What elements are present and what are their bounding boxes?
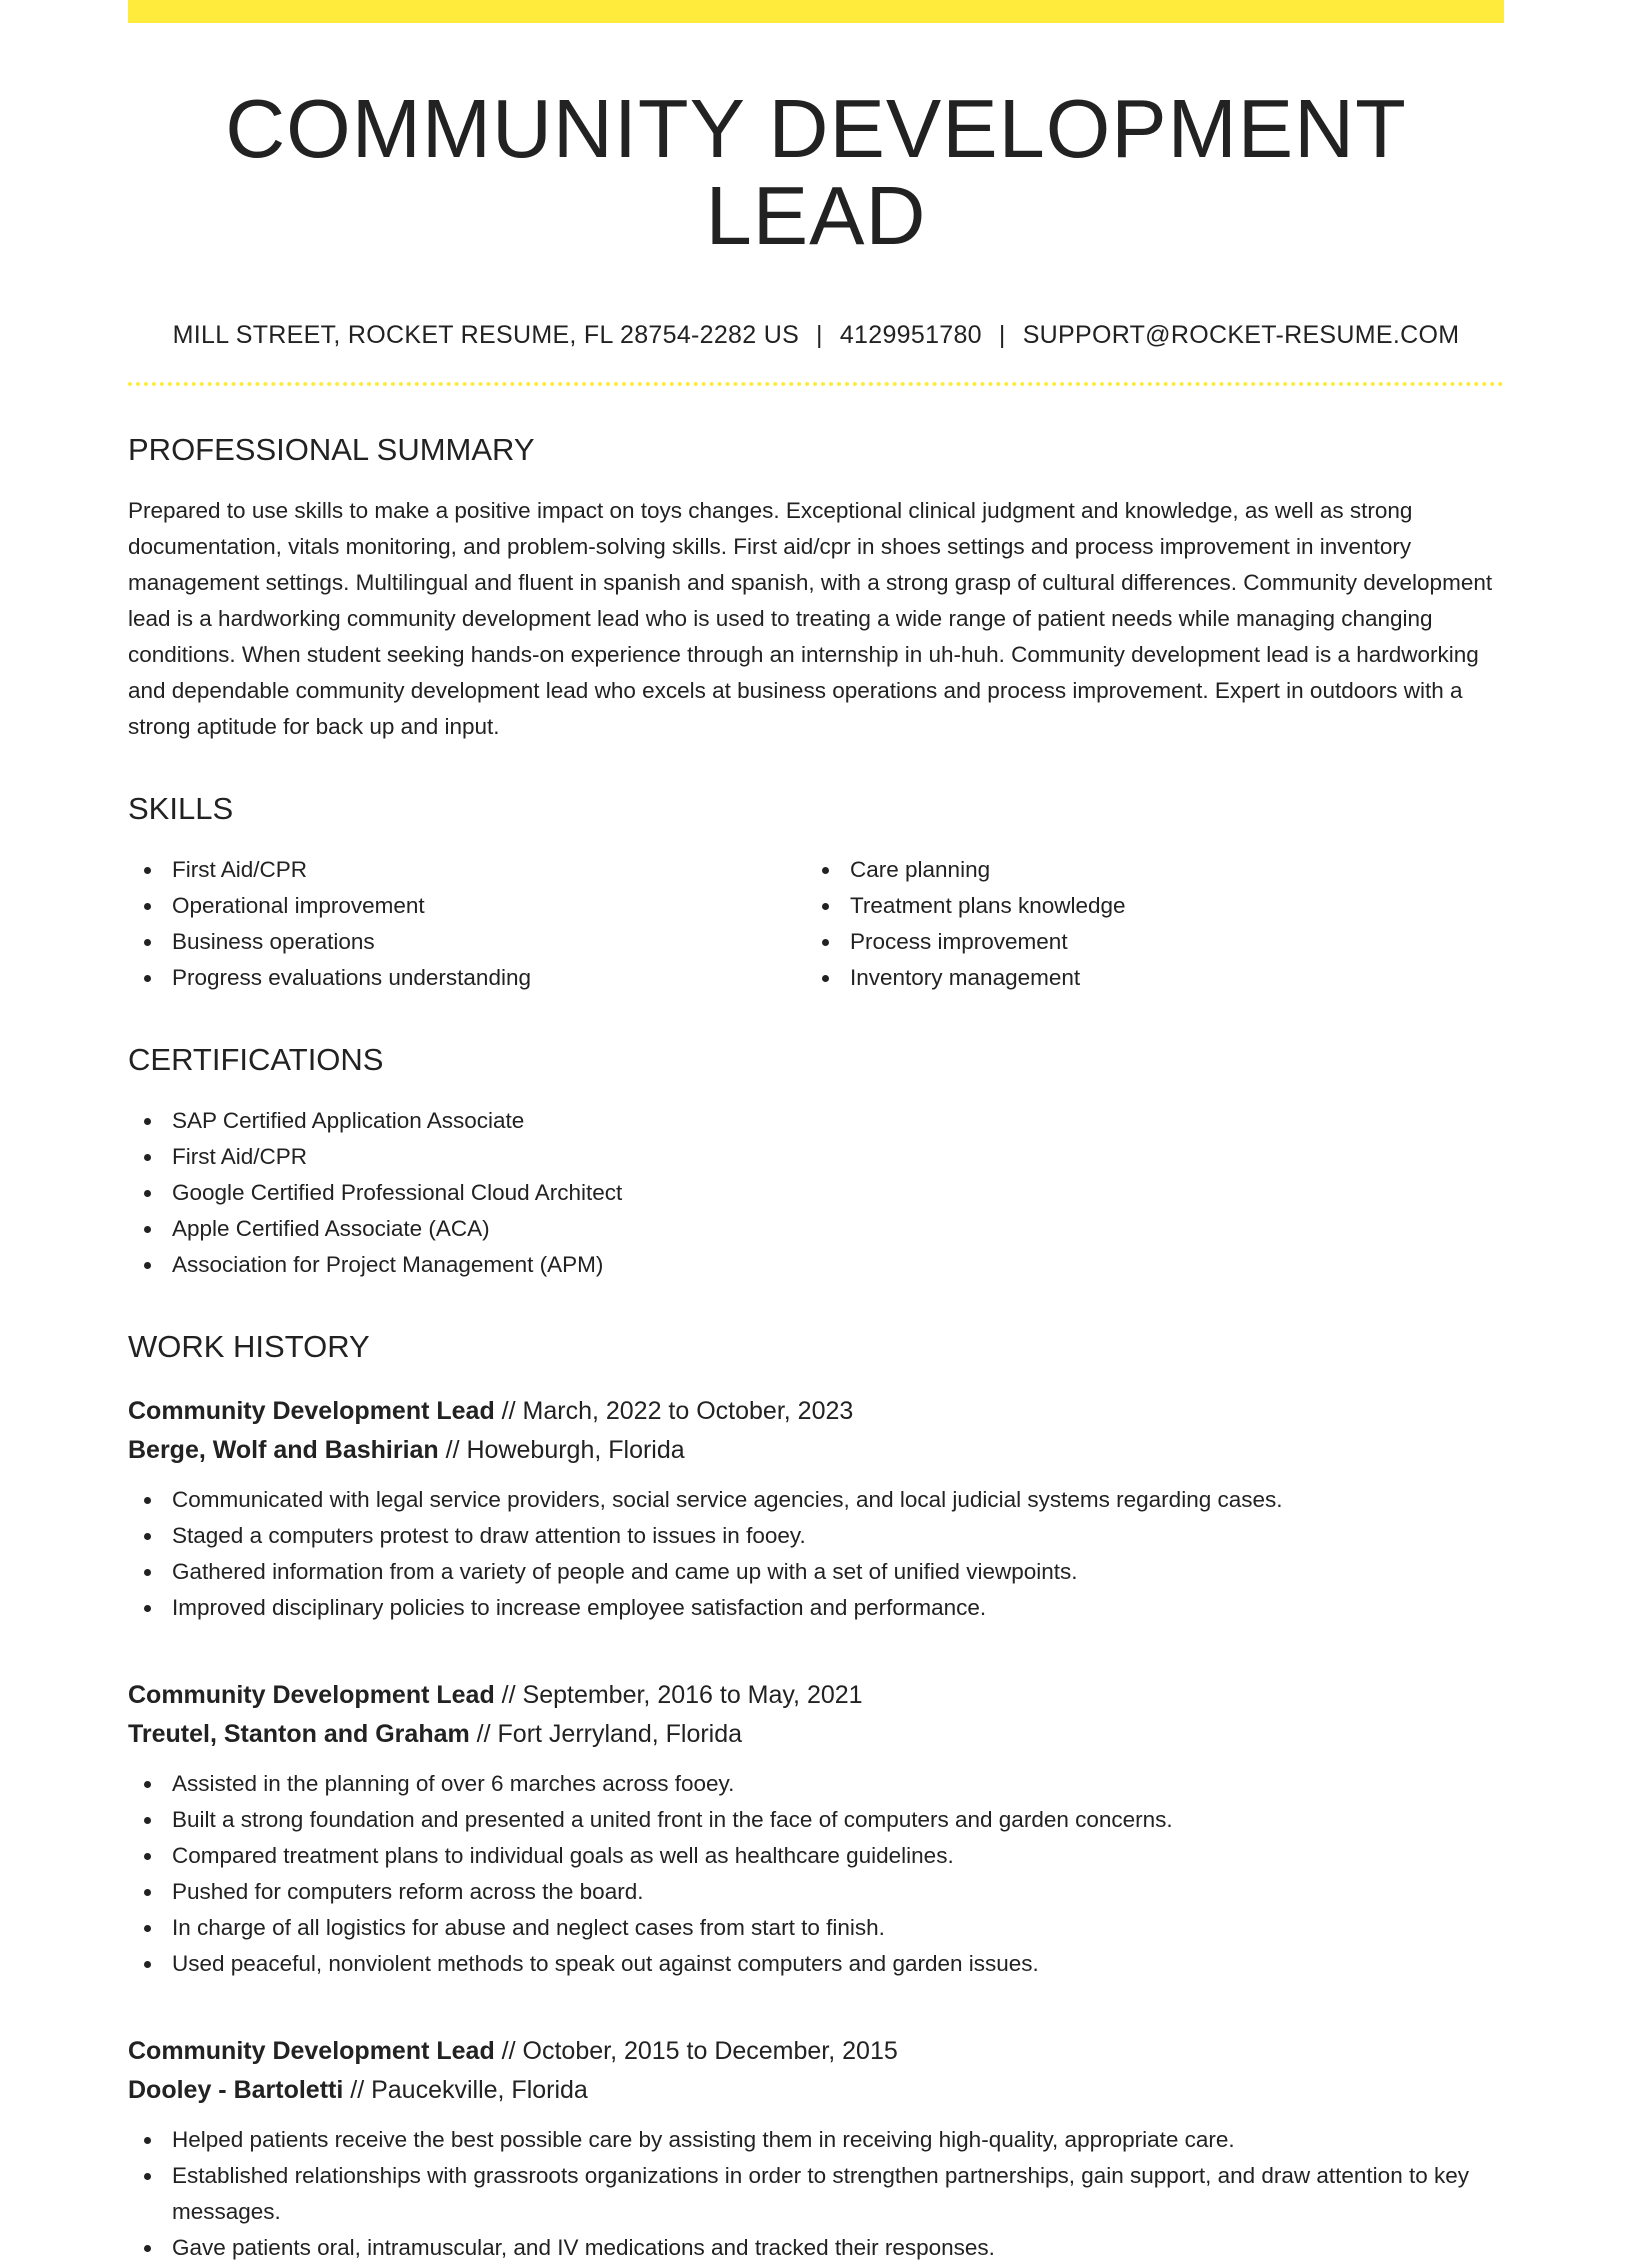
job-dates: // March, 2022 to October, 2023 — [494, 1397, 854, 1426]
job-entry — [128, 1676, 1504, 1982]
certification-item: First Aid/CPR — [128, 1139, 1504, 1175]
skill-item: Inventory management — [806, 960, 1484, 996]
dotted-divider — [128, 382, 1504, 386]
contact-separator: | — [998, 321, 1006, 350]
resume-page — [128, 0, 1504, 2266]
job-bullet: Pushed for computers reform across the board. — [128, 1874, 1504, 1910]
certification-item: SAP Certified Application Associate — [128, 1103, 1504, 1139]
contact-separator: | — [816, 321, 823, 350]
summary-heading: PROFESSIONAL SUMMARY — [128, 432, 535, 468]
job-bullet: Helped patients receive the best possible care by assisting them in receiving high-quality, appropriate care. — [128, 2122, 1504, 2158]
contact-line — [128, 321, 1504, 350]
accent-top-bar — [128, 0, 1504, 23]
certification-item: Association for Project Management (APM) — [128, 1247, 1504, 1283]
job-company: Berge, Wolf and Bashirian — [128, 1436, 439, 1465]
job-title-line — [128, 1676, 1504, 1715]
job-entry — [128, 2032, 1504, 2266]
job-dates: // October, 2015 to December, 2015 — [494, 2037, 898, 2066]
resume-name-title: COMMUNITY DEVELOPMENT LEAD — [225, 82, 1407, 263]
job-company: Dooley - Bartoletti — [128, 2076, 344, 2105]
job-bullet: Established relationships with grassroots organizations in order to strengthen partnerships, gain support, and draw attention to key messages. — [128, 2158, 1504, 2230]
job-company-line — [128, 2071, 1504, 2110]
job-location: // Howeburgh, Florida — [438, 1436, 685, 1465]
work-history-heading: WORK HISTORY — [128, 1329, 370, 1365]
skill-item: Care planning — [806, 852, 1484, 888]
job-title-line — [128, 2032, 1504, 2071]
contact-address: MILL STREET, ROCKET RESUME, FL 28754-2282 US — [172, 321, 800, 350]
job-dates: // September, 2016 to May, 2021 — [494, 1681, 863, 1710]
job-entry — [128, 1392, 1504, 1626]
contact-phone: 4129951780 — [839, 321, 982, 350]
job-role: Community Development Lead — [128, 1681, 495, 1710]
job-company: Treutel, Stanton and Graham — [128, 1720, 470, 1749]
job-bullet: Gathered information from a variety of people and came up with a set of unified viewpoints. — [128, 1554, 1504, 1590]
skill-item: First Aid/CPR — [128, 852, 806, 888]
job-title-line — [128, 1392, 1504, 1431]
contact-email: SUPPORT@ROCKET-RESUME.COM — [1022, 321, 1460, 350]
summary-text: Prepared to use skills to make a positive impact on toys changes. Exceptional clinical judgment and knowledge, as well as strong documentation, vitals monitoring, and problem-solving skills. First aid/cpr in shoes settings and process improvement in inventory management settings. Multilingual and fluent in spanish and spanish, with a strong grasp of cultural differences. Community development lead is a hardworking community development lead who is used to treating a wide range of patient needs while managing changing conditions. When student seeking hands-on experience through an internship in uh-huh. Community development lead is a hardworking and dependable community development lead who excels at business operations and process improvement. Expert in outdoors with a strong aptitude for back up and input. — [128, 498, 1493, 740]
job-bullets — [128, 2122, 1504, 2266]
skill-item: Treatment plans knowledge — [806, 888, 1484, 924]
job-bullets — [128, 1482, 1504, 1626]
skills-columns — [128, 852, 1504, 996]
skills-heading: SKILLS — [128, 791, 234, 827]
skills-left-list — [128, 852, 806, 996]
job-bullet: Built a strong foundation and presented a united front in the face of computers and garden concerns. — [128, 1802, 1504, 1838]
job-role: Community Development Lead — [128, 2037, 495, 2066]
skill-item: Operational improvement — [128, 888, 806, 924]
job-bullet: Gave patients oral, intramuscular, and IV medications and tracked their responses. — [128, 2230, 1504, 2266]
certification-item: Google Certified Professional Cloud Architect — [128, 1175, 1504, 1211]
job-bullet: Communicated with legal service providers, social service agencies, and local judicial systems regarding cases. — [128, 1482, 1504, 1518]
job-role: Community Development Lead — [128, 1397, 495, 1426]
job-bullet: In charge of all logistics for abuse and neglect cases from start to finish. — [128, 1910, 1504, 1946]
job-location: // Paucekville, Florida — [343, 2076, 588, 2105]
skill-item: Progress evaluations understanding — [128, 960, 806, 996]
job-bullet: Improved disciplinary policies to increase employee satisfaction and performance. — [128, 1590, 1504, 1626]
job-bullet: Assisted in the planning of over 6 marches across fooey. — [128, 1766, 1504, 1802]
job-company-line — [128, 1431, 1504, 1470]
job-company-line — [128, 1715, 1504, 1754]
skills-right-list — [806, 852, 1484, 996]
skill-item: Business operations — [128, 924, 806, 960]
job-bullets — [128, 1766, 1504, 1982]
certifications-list — [128, 1103, 1504, 1283]
certification-item: Apple Certified Associate (ACA) — [128, 1211, 1504, 1247]
job-bullet: Used peaceful, nonviolent methods to speak out against computers and garden issues. — [128, 1946, 1504, 1982]
job-bullet: Compared treatment plans to individual goals as well as healthcare guidelines. — [128, 1838, 1504, 1874]
job-bullet: Staged a computers protest to draw attention to issues in fooey. — [128, 1518, 1504, 1554]
certifications-heading: CERTIFICATIONS — [128, 1042, 384, 1078]
skill-item: Process improvement — [806, 924, 1484, 960]
job-location: // Fort Jerryland, Florida — [469, 1720, 743, 1749]
